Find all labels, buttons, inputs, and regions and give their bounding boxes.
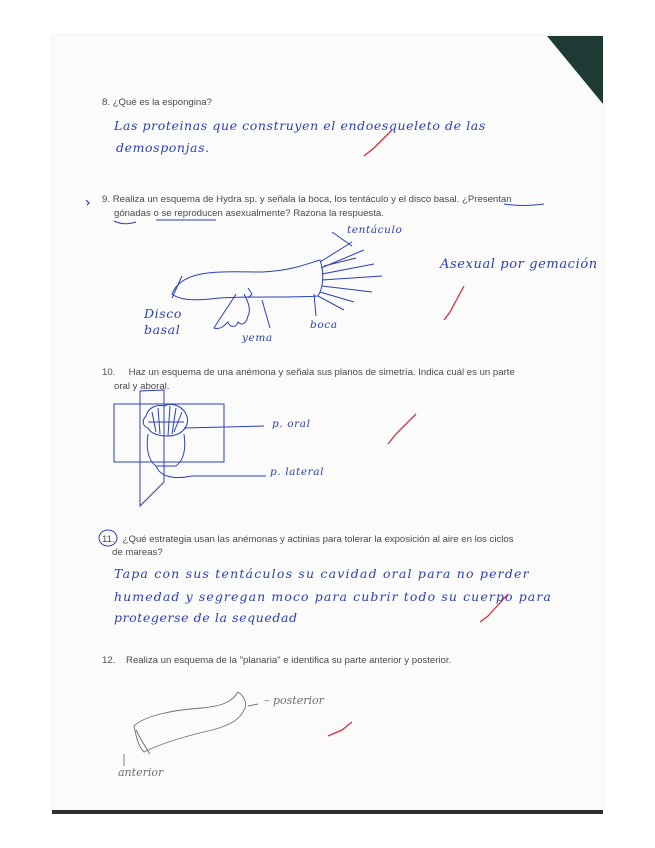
question-8: 8. ¿Qué es la espongina?: [102, 97, 212, 108]
margin-mark: [86, 200, 89, 205]
question-12: 12. Realiza un esquema de la "planaria" e identifica su parte anterior y posterior.: [102, 655, 452, 666]
question-10-line-2: oral y aboral.: [114, 381, 170, 392]
label-yema: yema: [242, 332, 273, 344]
answer-11-line-3: protegerse de la sequedad: [114, 610, 298, 625]
question-11-line-1: 11. ¿Qué estrategia usan las anémonas y actinias para tolerar la exposición al aire en los ciclos: [102, 534, 514, 545]
answer-8-line-1: Las proteinas que construyen el endoesqueleto de las: [114, 118, 486, 133]
question-11-line-2: de mareas?: [112, 547, 163, 558]
answer-9: Asexual por gemación: [440, 257, 598, 272]
corner-fold: [547, 36, 603, 104]
question-9-line-2: gónadas o se reproducen asexualmente? Razona la respuesta.: [114, 208, 384, 219]
question-10-line-1: 10. Haz un esquema de una anémona y señala sus planos de simetría. Indica cuál es un parte: [102, 367, 515, 378]
answer-8-line-2: demosponjas.: [116, 140, 210, 155]
q9-check-mark: [444, 286, 464, 320]
label-disco: Disco: [144, 306, 182, 321]
question-9-line-1: 9. Realiza un esquema de Hydra sp. y señala la boca, los tentáculo y el disco basal. ¿Presentan: [102, 194, 512, 205]
answer-11-line-1: Tapa con sus tentáculos su cavidad oral para no perder: [114, 566, 530, 581]
hydra-sketch: [172, 232, 382, 329]
label-p-lateral: p. lateral: [270, 466, 325, 478]
planaria-sketch: [124, 692, 258, 766]
label-posterior: – posterior: [264, 694, 324, 707]
label-basal: basal: [144, 322, 181, 337]
label-anterior: anterior: [118, 766, 164, 779]
answer-11-line-2: humedad y segregan moco para cubrir todo su cuerpo para: [114, 589, 552, 604]
q8-check-mark: [364, 130, 392, 156]
label-p-oral: p. oral: [272, 418, 311, 430]
label-tentaculo: tentáculo: [347, 224, 403, 236]
label-boca: boca: [310, 319, 338, 331]
q10-check-mark: [388, 414, 416, 444]
worksheet-page: [52, 36, 603, 812]
q12-check-mark: [328, 722, 352, 736]
q9-underline-gonadas: [114, 220, 216, 224]
page-bottom-edge: [52, 810, 603, 814]
anemone-sketch: [114, 390, 266, 506]
